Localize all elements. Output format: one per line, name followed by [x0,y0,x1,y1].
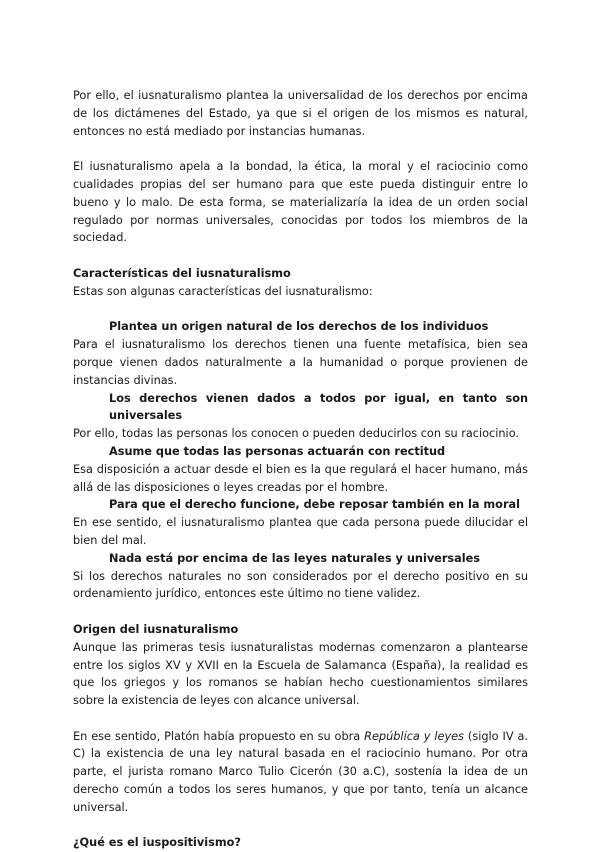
intro-paragraph-2: El iusnaturalismo apela a la bondad, la ética, la moral y el raciocinio como cualidades propias del ser humano para que este pueda distinguir entre lo bueno y lo malo. De esta forma, se materializaría la idea de un orden social regulado por normas universales, conocidas por todos los miembros de la sociedad. [73,160,528,245]
origin-p2-after: (siglo IV a. C) la existencia de una ley natural basada en el raciocinio humano. Por otra parte, el jurista romano Marco Tulio Cicerón (30 a.C), sostenía la idea de un derecho común a todos los seres humanos, y que por tanto, tenía un alcance universal. [73,729,528,814]
characteristic-title-5: Nada está por encima de las leyes naturales y universales [109,551,481,565]
characteristics-intro: Estas son algunas características del iusnaturalismo: [73,284,373,298]
characteristics-heading: Características del iusnaturalismo [73,266,291,280]
characteristic-body-3: Esa disposición a actuar desde el bien es la que regulará el hacer humano, más allá de las disposiciones o leyes creadas por el hombre. [73,462,528,494]
characteristic-title-1: Plantea un origen natural de los derechos de los individuos [109,320,489,334]
intro-paragraph-1: Por ello, el iusnaturalismo plantea la universalidad de los derechos por encima de los dictámenes del Estado, ya que si el origen de los mismos es natural, entonces no está mediado por instancias humanas. [73,89,528,138]
characteristic-title-2: Los derechos vienen dados a todos por igual, en tanto son universales [109,391,528,423]
origin-p2-before: En ese sentido, Platón había propuesto en su obra [73,729,365,743]
characteristic-title-3: Asume que todas las personas actuarán con rectitud [109,444,446,458]
origin-p2-work-title: República y leyes [364,729,464,743]
characteristic-body-2: Por ello, todas las personas los conocen o pueden deducirlos con su raciocinio. [73,427,520,441]
origin-heading: Origen del iusnaturalismo [73,622,239,636]
origin-paragraph-2 [73,728,528,817]
characteristics-list [73,318,528,603]
iuspositivismo-heading: ¿Qué es el iuspositivismo? [73,836,241,850]
characteristic-title-4: Para que el derecho funcione, debe reposar también en la moral [109,498,521,512]
origin-paragraph-1: Aunque las primeras tesis iusnaturalistas modernas comenzaron a plantearse entre los siglos XV y XVII en la Escuela de Salamanca (España), la realidad es que los griegos y los romanos se habían hecho cuestionamientos similares sobre la existencia de leyes con alcance universal. [73,640,528,708]
characteristic-body-5: Si los derechos naturales no son considerados por el derecho positivo en su ordenamiento jurídico, entonces este último no tiene validez. [73,569,528,601]
characteristic-body-4: En ese sentido, el iusnaturalismo plantea que cada persona puede dilucidar el bien del mal. [73,516,528,547]
characteristic-body-1: Para el iusnaturalismo los derechos tienen una fuente metafísica, bien sea porque vienen dados naturalmente a la humanidad o porque provienen de instancias divinas. [73,338,528,387]
